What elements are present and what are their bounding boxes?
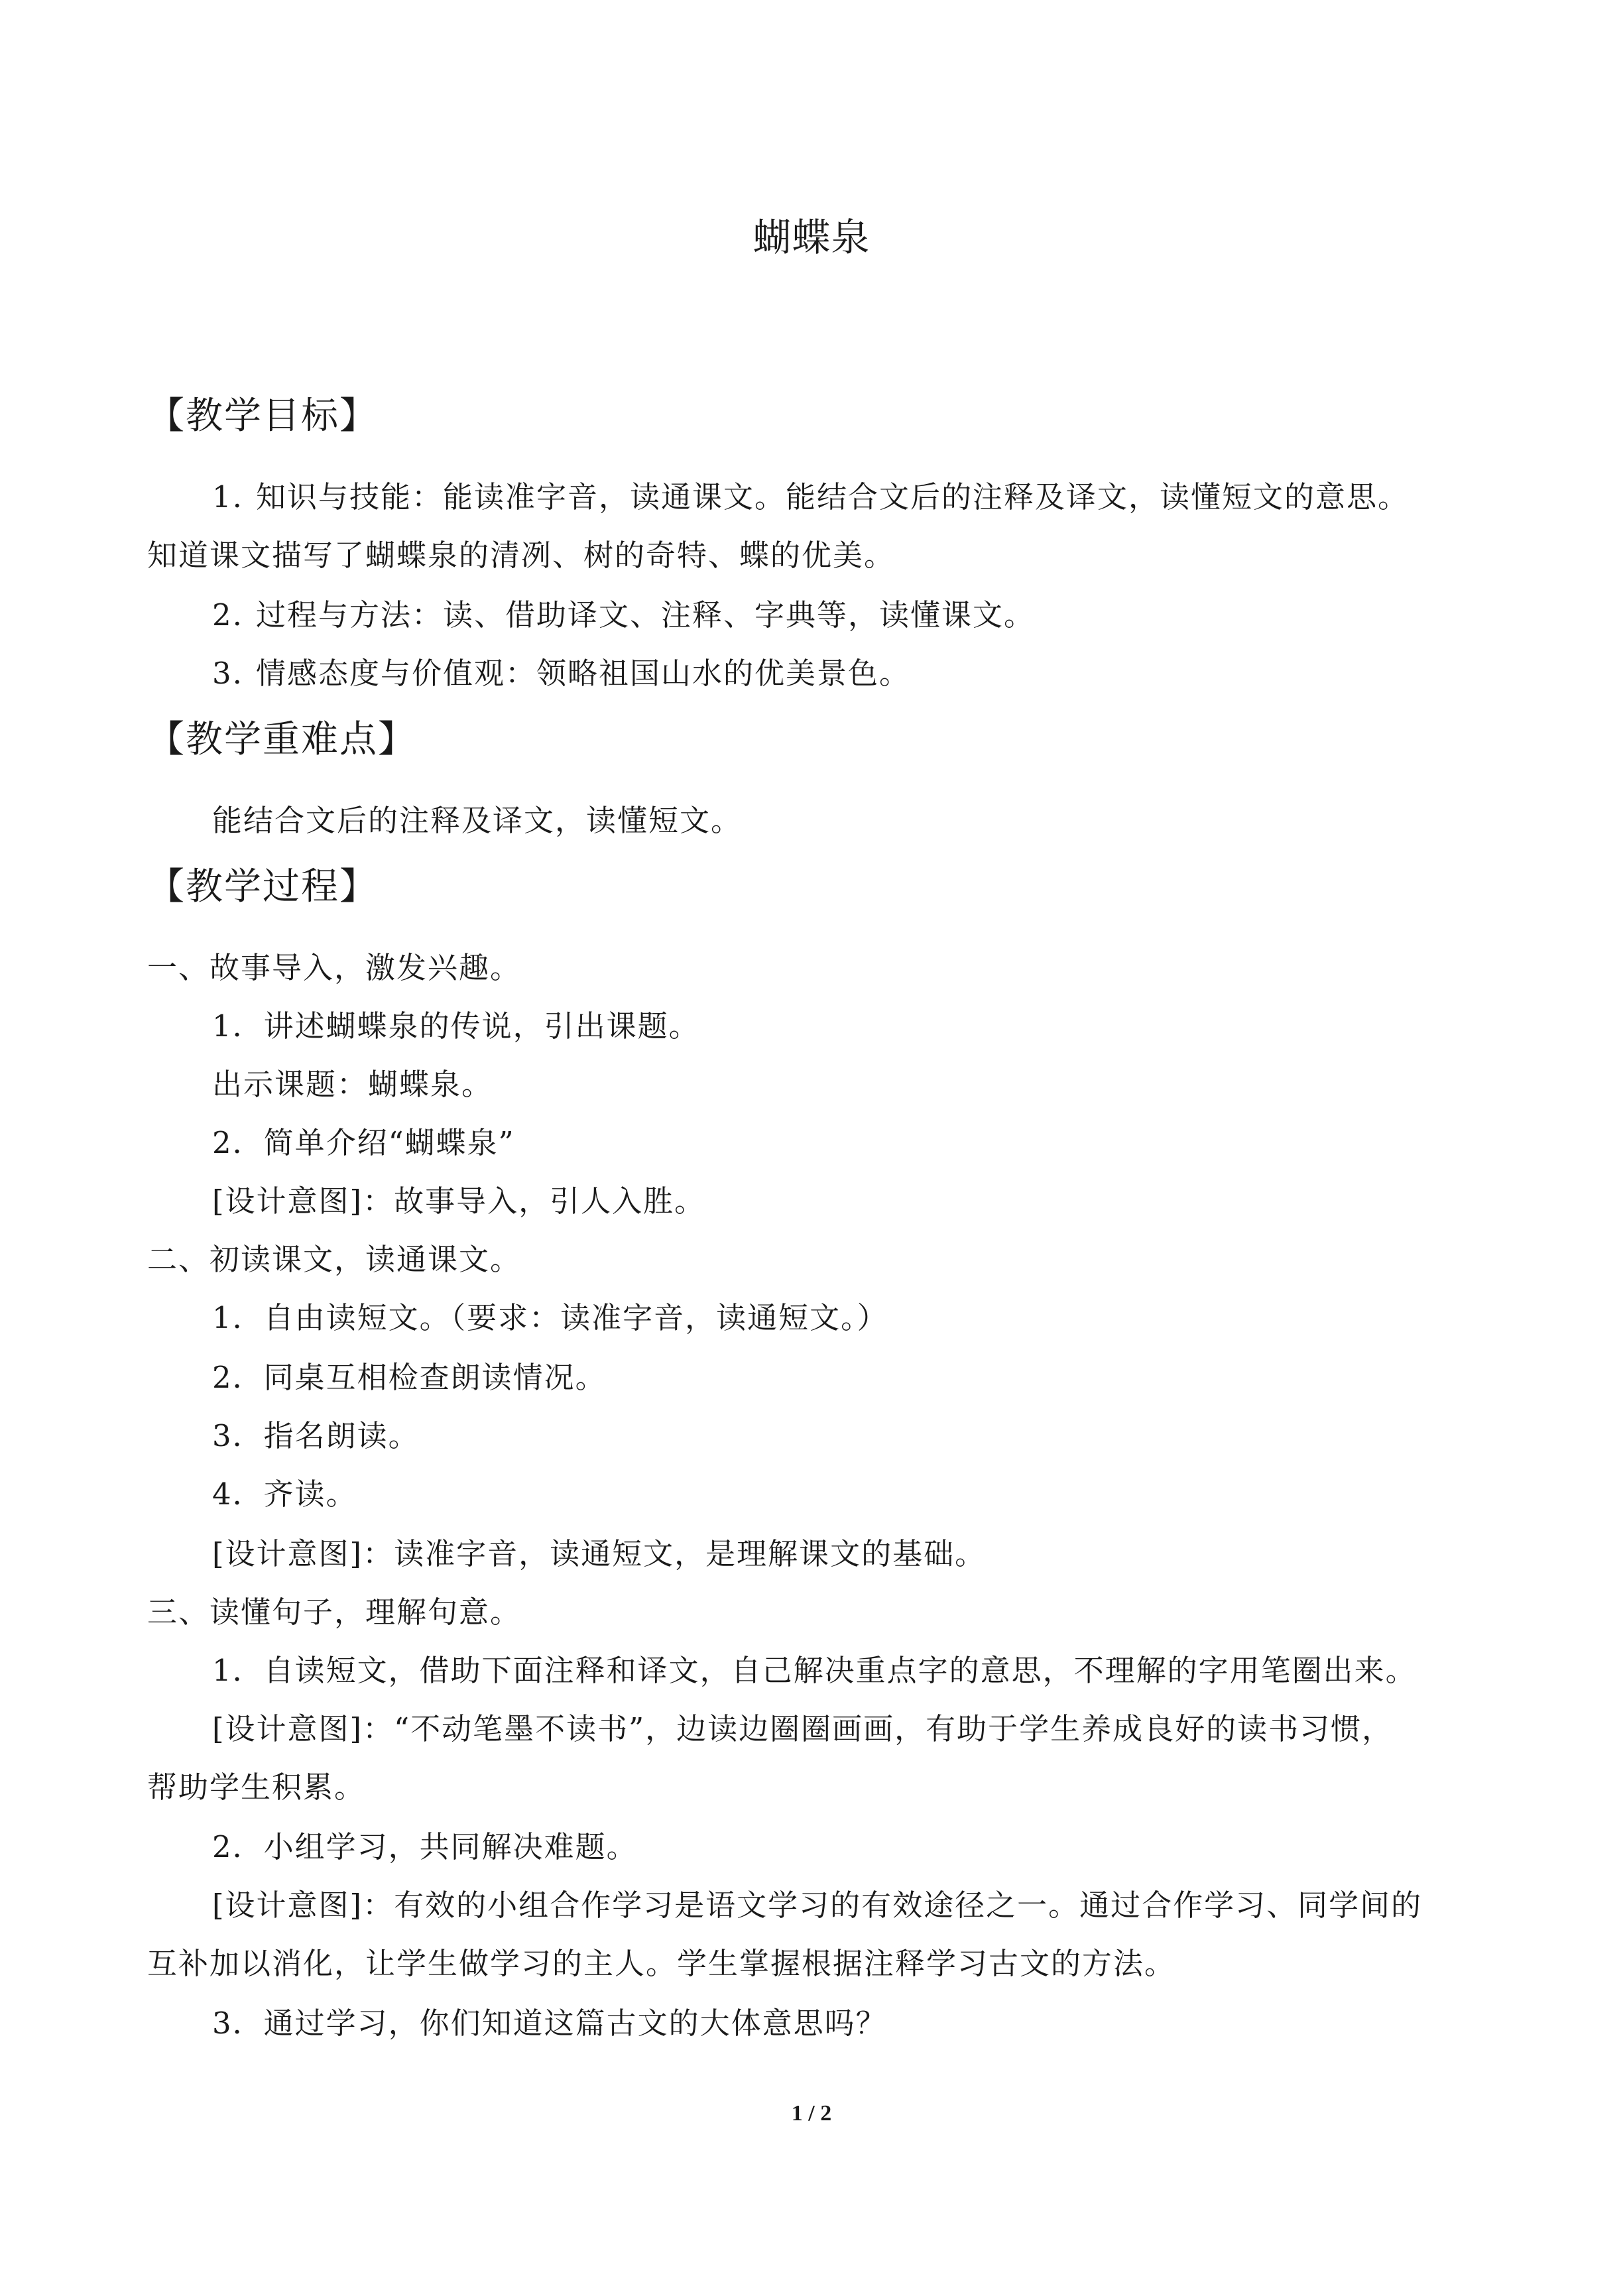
process-part-3-step-1: 1．自读短文，借助下面注释和译文，自己解决重点字的意思，不理解的字用笔圈出来。 [212, 1653, 1417, 1688]
page-title: 蝴蝶泉 [752, 215, 871, 260]
process-part-1-topic: 出示课题：蝴蝶泉。 [212, 1067, 493, 1102]
key-points-heading: 【教学重难点】 [147, 718, 416, 761]
objective-2 [212, 595, 1035, 635]
process-heading: 【教学过程】 [147, 865, 378, 908]
process-part-3-title: 三、读懂句子，理解句意。 [147, 1595, 522, 1630]
process-part-1-design-intent: [设计意图]：故事导入，引人入胜。 [212, 1183, 706, 1219]
process-part-2-title: 二、初读课文，读通课文。 [147, 1242, 522, 1277]
process-part-2-design-intent: [设计意图]：读准字音，读通短文，是理解课文的基础。 [212, 1536, 987, 1571]
objective-3-text: 情感态度与价值观：领略祖国山水的优美景色。 [256, 656, 911, 691]
process-part-3-design-intent-2-line-1: [设计意图]：有效的小组合作学习是语文学习的有效途径之一。通过合作学习、同学间的 [212, 1888, 1423, 1923]
objective-1-text: 知识与技能：能读准字音，读通课文。能结合文后的注释及译文，读懂短文的意思。 [256, 479, 1410, 514]
process-part-2-step-3: 3．指名朗读。 [212, 1418, 420, 1453]
process-part-2-step-2: 2．同桌互相检查朗读情况。 [212, 1360, 607, 1395]
process-part-1-step-2: 2．简单介绍“蝴蝶泉” [212, 1125, 515, 1160]
process-part-1-title: 一、故事导入，激发兴趣。 [147, 950, 522, 985]
process-part-2-step-1: 1．自由读短文。（要求：读准字音，读通短文。） [212, 1300, 888, 1335]
objective-3 [212, 654, 910, 694]
page-number: 1 / 2 [791, 2101, 832, 2126]
objective-3-number: 3. [212, 656, 243, 691]
key-points-text: 能结合文后的注释及译文，读懂短文。 [212, 803, 743, 838]
objective-1-line-1 [212, 477, 1409, 517]
process-part-3-design-intent-2-line-2: 互补加以消化，让学生做学习的主人。学生掌握根据注释学习古文的方法。 [147, 1946, 1176, 1981]
process-part-2-step-4: 4．齐读。 [212, 1477, 357, 1512]
objectives-heading: 【教学目标】 [147, 394, 378, 438]
process-part-1-step-1: 1．讲述蝴蝶泉的传说，引出课题。 [212, 1008, 700, 1044]
objective-2-number: 2. [212, 597, 243, 633]
process-part-3-step-3: 3．通过学习，你们知道这篇古文的大体意思吗？ [212, 2006, 887, 2041]
process-part-3-design-intent-1-line-2: 帮助学生积累。 [147, 1770, 366, 1805]
process-part-3-design-intent-1-line-1: [设计意图]：“不动笔墨不读书”，边读边圈圈画画，有助于学生养成良好的读书习惯， [212, 1711, 1394, 1746]
process-part-3-step-2: 2．小组学习，共同解决难题。 [212, 1829, 638, 1864]
objective-1-number: 1. [212, 479, 243, 514]
objective-2-text: 过程与方法：读、借助译文、注释、字典等，读懂课文。 [256, 597, 1036, 633]
objective-1-line-2: 知道课文描写了蝴蝶泉的清冽、树的奇特、蝶的优美。 [147, 538, 896, 573]
